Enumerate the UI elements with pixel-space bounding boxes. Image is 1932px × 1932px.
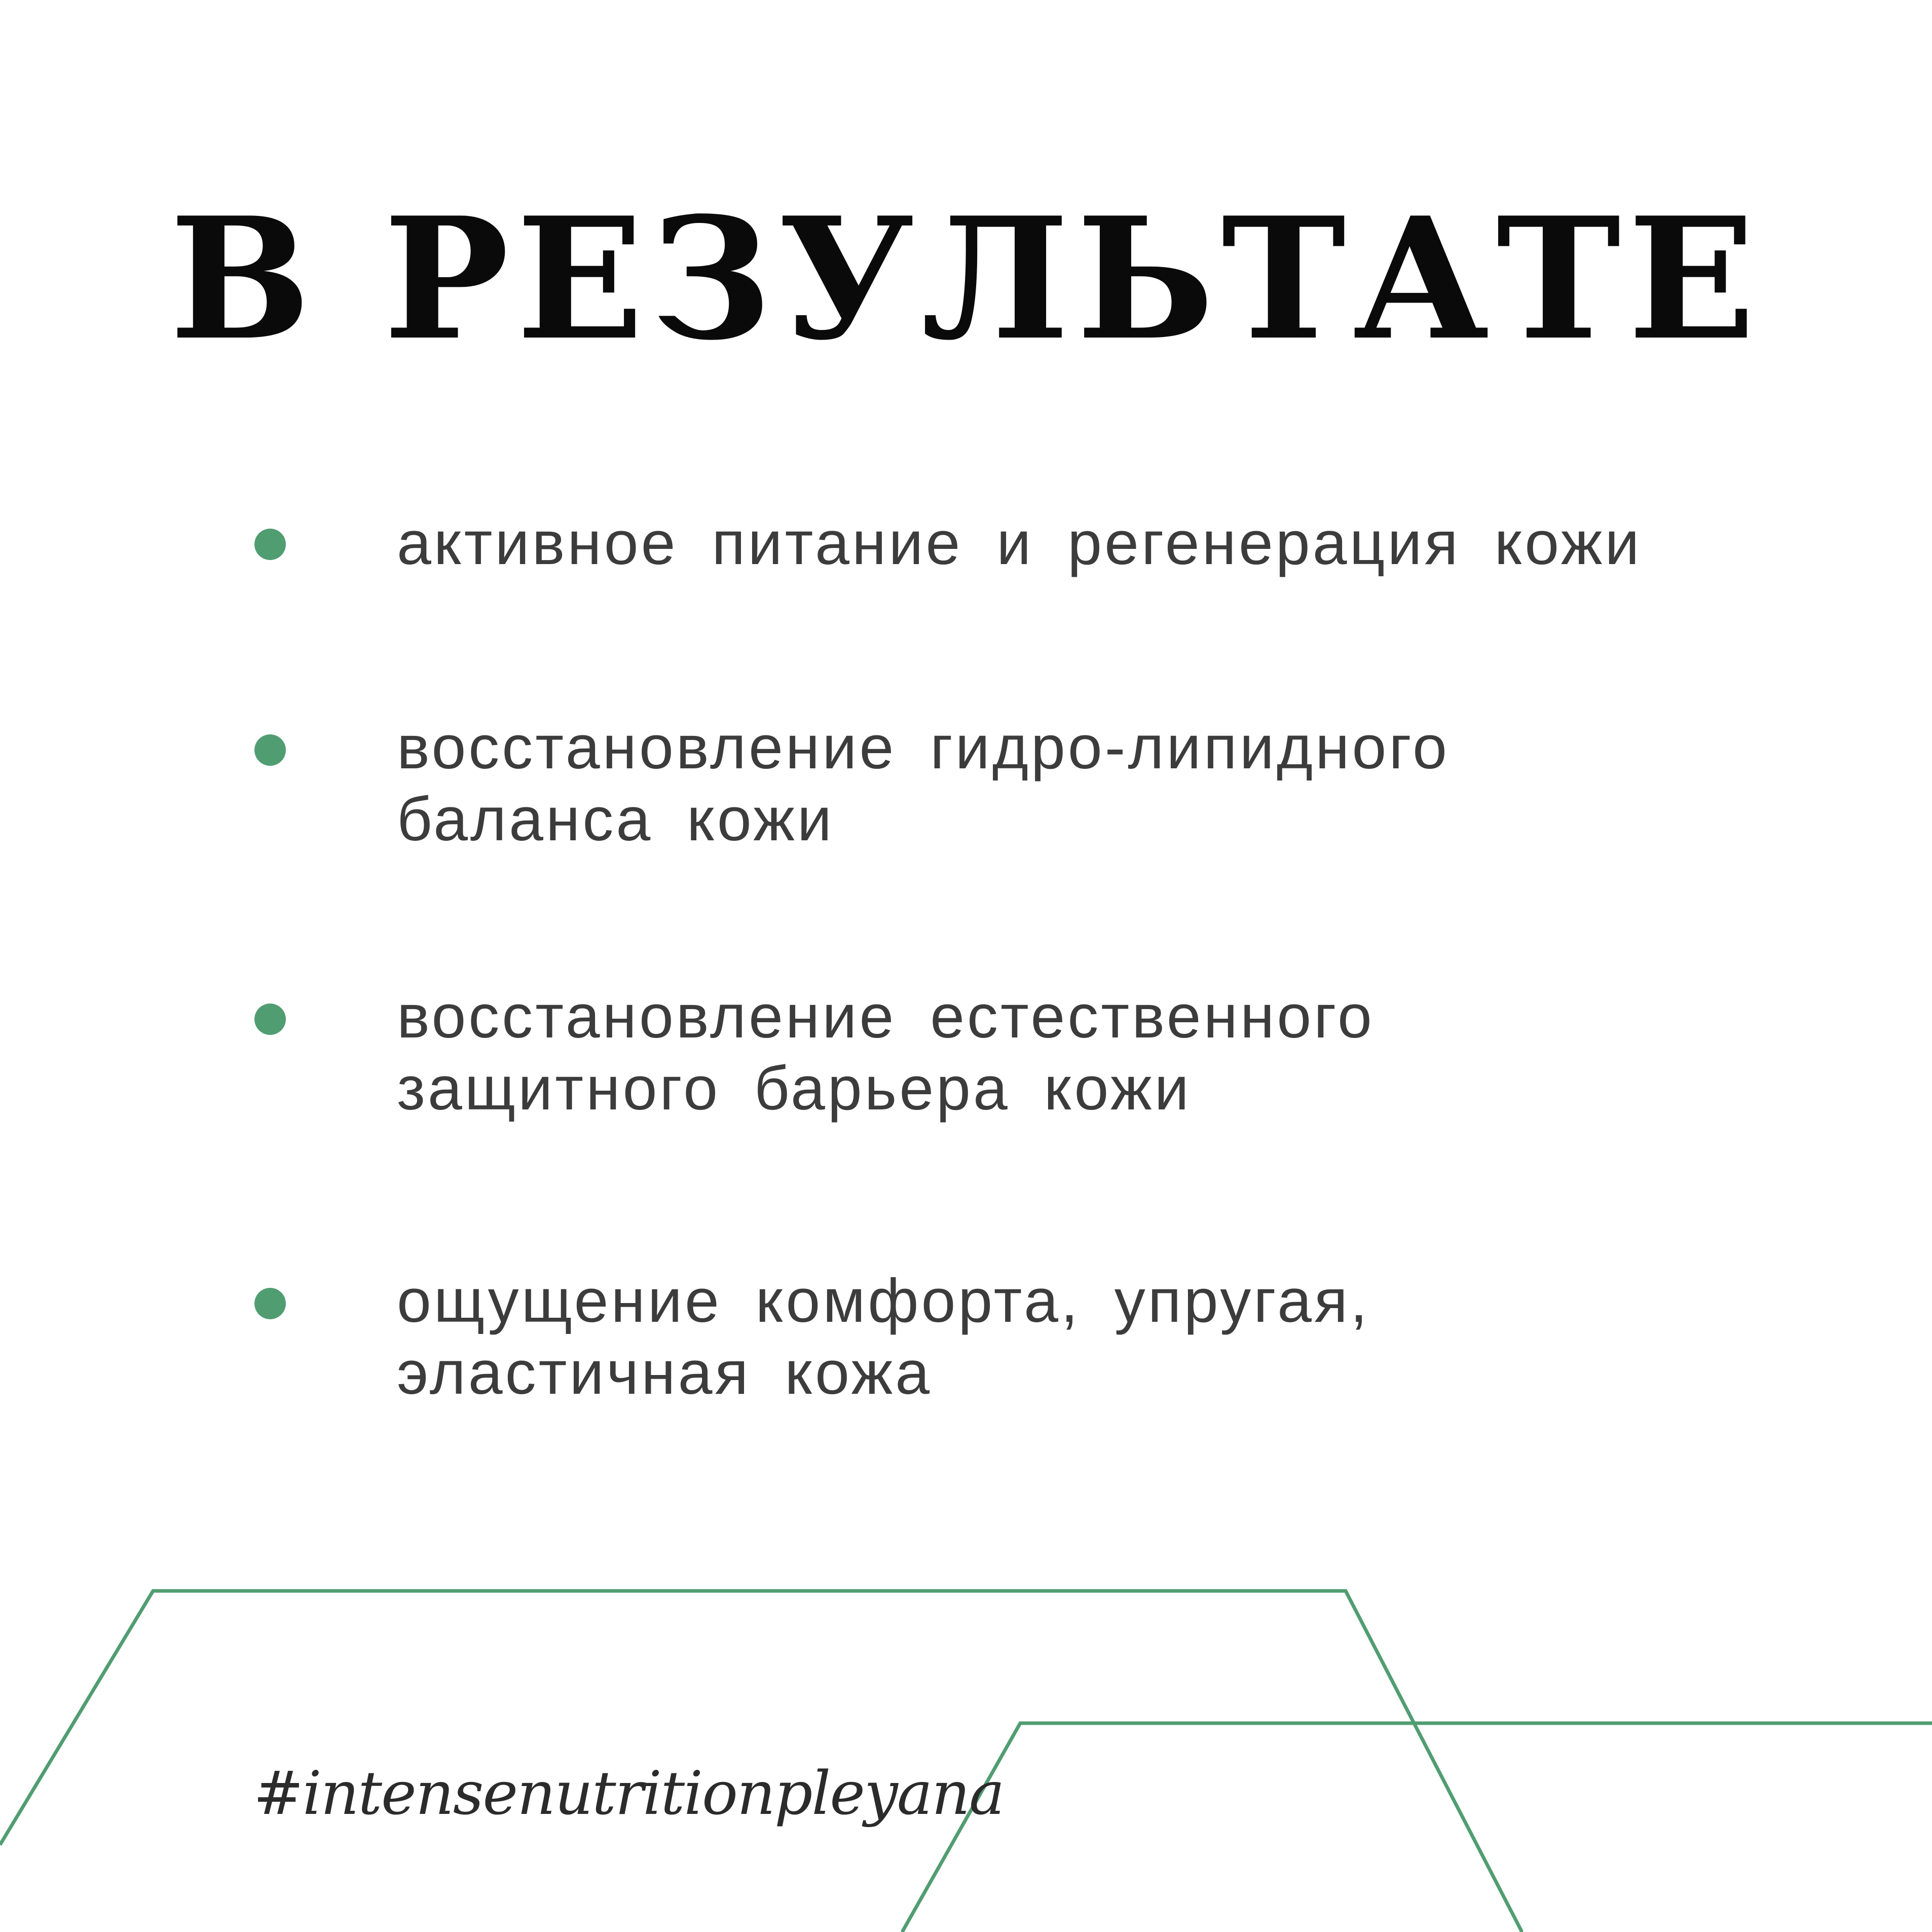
list-item-line: защитного барьера кожи: [397, 1054, 1192, 1123]
list-item-line: эластичная кожа: [397, 1338, 933, 1407]
decor-line-right: [902, 1723, 1932, 1932]
hashtag: #intensenutritionpleyana: [253, 1758, 1004, 1828]
list-item-line: ощущение комфорта, упругая,: [397, 1266, 1370, 1335]
page-title: В РЕЗУЛЬТАТЕ: [169, 180, 1763, 377]
list-item-line: восстановление естественного: [397, 982, 1374, 1051]
list-item-line: восстановление гидро-липидного: [397, 713, 1450, 782]
list-item-line: баланса кожи: [397, 785, 835, 853]
list-item-line: активное питание и регенерация кожи: [397, 508, 1642, 577]
